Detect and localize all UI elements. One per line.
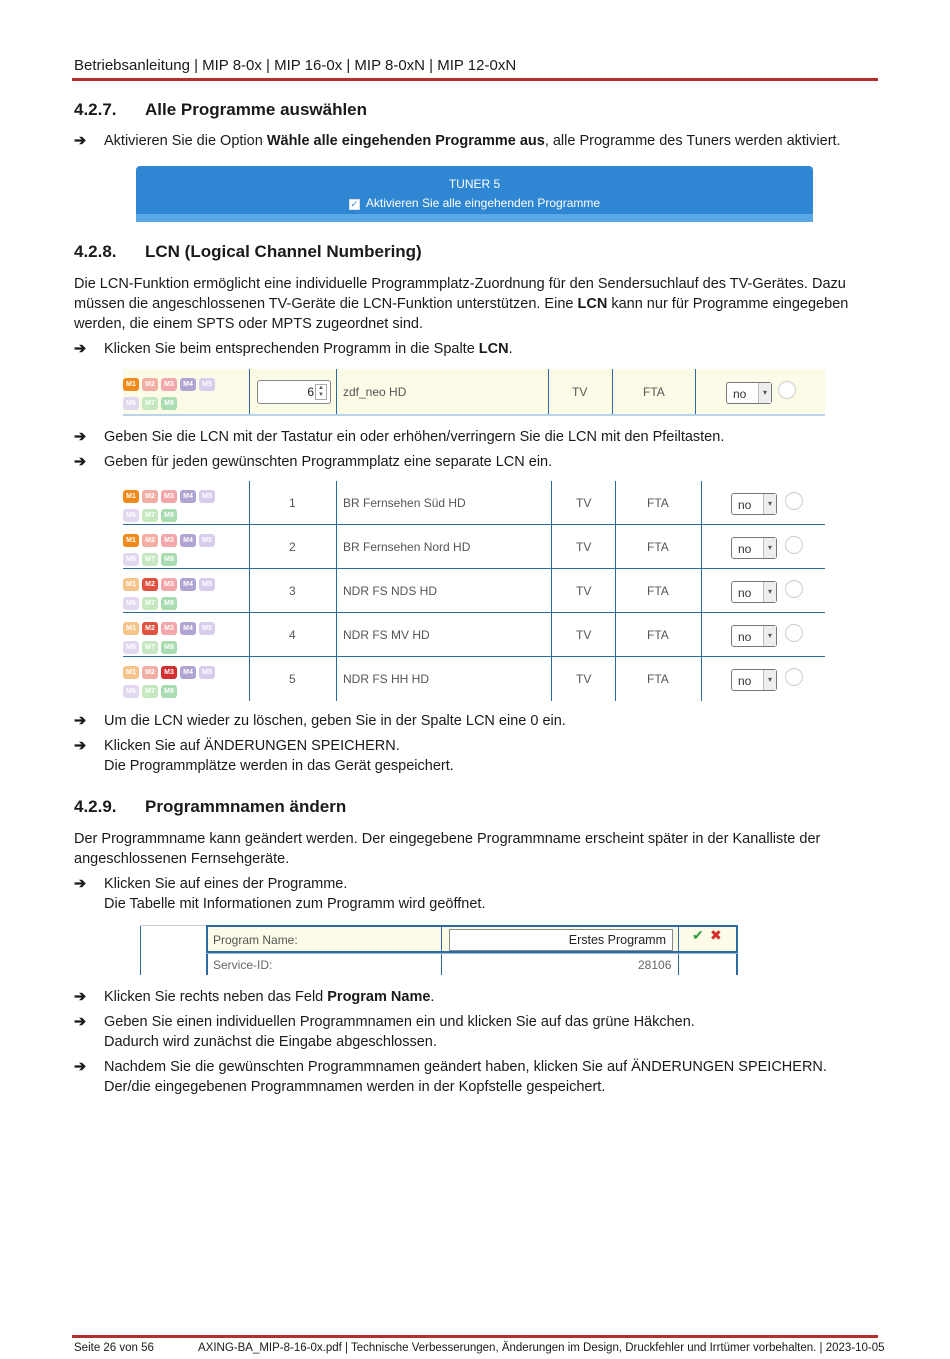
bullet-enter-lcn: ➔ Geben Sie die LCN mit der Tastatur ein oder erhöhen/verringern Sie die LCN mit den Pfeiltasten. (74, 429, 725, 445)
mux-badges (123, 663, 218, 701)
mux-badge-m8[interactable]: M8 (161, 641, 177, 654)
mux-badge-m4[interactable]: M4 (180, 578, 196, 591)
service-id-value: 28106 (638, 958, 672, 972)
row-radio[interactable] (785, 580, 803, 598)
mux-badge-m3[interactable]: M3 (161, 622, 177, 635)
mux-badge-m4[interactable]: M4 (180, 490, 196, 503)
mux-badge-m2[interactable]: M2 (142, 378, 158, 391)
mux-badge-m8[interactable]: M8 (161, 597, 177, 610)
mux-badge-m1[interactable]: M1 (123, 622, 139, 635)
tuner-panel (136, 166, 813, 222)
arrow-icon: ➔ (74, 876, 87, 892)
bullet-select-all: ➔ Aktivieren Sie die Option Wähle alle eingehenden Programme aus, alle Programme des Tuners werden aktiviert. (74, 133, 841, 149)
mux-badge-m3[interactable]: M3 (161, 534, 177, 547)
arrow-icon: ➔ (74, 1059, 87, 1075)
row-radio[interactable] (785, 624, 803, 642)
mux-badge-m8[interactable]: M8 (161, 553, 177, 566)
mux-badge-m2[interactable]: M2 (142, 534, 158, 547)
bullet-separate-lcn: ➔ Geben für jeden gewünschten Programmplatz eine separate LCN ein. (74, 454, 553, 470)
program-encryption: FTA (647, 583, 669, 598)
mux-badge-m2[interactable]: M2 (142, 490, 158, 503)
mux-badge-m8[interactable]: M8 (161, 685, 177, 698)
program-row[interactable] (123, 613, 825, 657)
bullet-enter-name: ➔ Geben Sie einen individuellen Programmnamen ein und klicken Sie auf das grüne Häkchen. Dadurch wird zunächst die Eingabe abgeschlossen. (74, 1014, 695, 1050)
bullet-delete-lcn: ➔ Um die LCN wieder zu löschen, geben Sie in der Spalte LCN eine 0 ein. (74, 713, 566, 729)
mux-badge-m5[interactable]: M5 (199, 578, 215, 591)
arrow-icon: ➔ (74, 341, 87, 357)
checkbox-checked-icon[interactable]: ✓ (350, 199, 359, 209)
program-name: zdf_neo HD (343, 384, 407, 399)
mux-badge-m3[interactable]: M3 (161, 490, 177, 503)
mux-badge-m2[interactable]: M2 (142, 578, 158, 591)
confirm-check-icon[interactable]: ✔ (692, 927, 704, 943)
mux-badges (123, 487, 218, 525)
program-name: BR Fernsehen Süd HD (343, 495, 466, 510)
mux-badge-m6[interactable]: M6 (123, 397, 139, 410)
mux-badge-m6[interactable]: M6 (123, 641, 139, 654)
program-encryption: FTA (647, 627, 669, 642)
program-row[interactable] (123, 481, 825, 525)
mux-badge-m4[interactable]: M4 (180, 534, 196, 547)
section-heading-4-2-9: 4.2.9. Programmnamen ändern (74, 797, 347, 816)
chevron-down-icon[interactable]: ▾ (763, 626, 776, 646)
chevron-down-icon: ▾ (758, 383, 771, 403)
mux-badge-m7[interactable]: M7 (142, 597, 158, 610)
mux-badge-m3[interactable]: M3 (161, 578, 177, 591)
mux-badge-m7[interactable]: M7 (142, 397, 158, 410)
mux-badges (123, 619, 218, 657)
arrow-icon: ➔ (74, 713, 87, 729)
mux-badge-m5[interactable]: M5 (199, 534, 215, 547)
option-select[interactable]: no ▾ (731, 581, 777, 603)
program-encryption: FTA (647, 495, 669, 510)
mux-badge-m8[interactable]: M8 (161, 509, 177, 522)
program-encryption: FTA (647, 672, 669, 686)
rename-intro-paragraph: Der Programmname kann geändert werden. Der eingegebene Programmname erscheint später in der Kanalliste der angeschlossenen Fernsehgeräte. (74, 831, 821, 867)
program-type: TV (572, 384, 588, 399)
tuner-title: TUNER 5 (448, 177, 501, 191)
row-radio[interactable] (778, 381, 796, 399)
document-header: Betriebsanleitung | MIP 8-0x | MIP 16-0x | MIP 8-0xN | MIP 12-0xN (74, 57, 517, 74)
mux-badge-m6[interactable]: M6 (123, 553, 139, 566)
section-heading-4-2-8: 4.2.8. LCN (Logical Channel Numbering) (74, 242, 422, 261)
mux-badge-m4[interactable]: M4 (180, 378, 196, 391)
cancel-cross-icon[interactable]: ✖ (710, 927, 722, 943)
mux-badge-m6[interactable]: M6 (123, 509, 139, 522)
arrow-icon: ➔ (74, 429, 87, 445)
option-select[interactable]: no ▾ (731, 669, 777, 691)
mux-badge-m7[interactable]: M7 (142, 685, 158, 698)
row-radio[interactable] (785, 668, 803, 686)
mux-badges (123, 375, 218, 413)
footer-rule (72, 1335, 878, 1338)
section-heading-4-2-7: 4.2.7. Alle Programme auswählen (74, 100, 368, 119)
mux-badge-m1[interactable]: M1 (123, 534, 139, 547)
program-row[interactable] (123, 525, 825, 569)
mux-badge-m5[interactable]: M5 (199, 666, 215, 679)
mux-badge-m1[interactable]: M1 (123, 666, 139, 679)
mux-badge-m5[interactable]: M5 (199, 378, 215, 391)
mux-badge-m5[interactable]: M5 (199, 490, 215, 503)
mux-badge-m7[interactable]: M7 (142, 641, 158, 654)
lcn-value: 4 (289, 627, 296, 642)
program-encryption: FTA (643, 384, 665, 399)
mux-badge-m7[interactable]: M7 (142, 553, 158, 566)
mux-badge-m6[interactable]: M6 (123, 685, 139, 698)
lcn-input[interactable]: 6 ▲ ▼ (257, 380, 331, 404)
mux-badge-m7[interactable]: M7 (142, 509, 158, 522)
mux-badge-m6[interactable]: M6 (123, 597, 139, 610)
footer-text: AXING-BA_MIP-8-16-0x.pdf | Technische Verbesserungen, Änderungen im Design, Druckfehler und Irrtümer vorbehalten. | 2023-10-05 (198, 1342, 885, 1354)
mux-badge-m5[interactable]: M5 (199, 622, 215, 635)
option-select[interactable]: no ▾ (731, 625, 777, 647)
program-name: NDR FS HH HD (343, 672, 429, 686)
lcn-value: 1 (289, 495, 296, 510)
program-name: NDR FS NDS HD (343, 583, 438, 598)
lcn-value: 3 (289, 583, 296, 598)
program-type: TV (576, 583, 592, 598)
mux-badge-m3[interactable]: M3 (161, 666, 177, 679)
chevron-down-icon[interactable]: ▾ (763, 538, 776, 558)
chevron-down-icon[interactable]: ▾ (763, 494, 776, 514)
mux-badges (123, 531, 218, 569)
program-name: BR Fernsehen Nord HD (343, 539, 471, 554)
checkbox-label: Aktivieren Sie alle eingehenden Programme (365, 196, 601, 210)
program-row[interactable] (123, 657, 825, 701)
arrow-icon: ➔ (74, 1014, 87, 1030)
program-info-table (140, 925, 738, 975)
row-radio[interactable] (785, 536, 803, 554)
mux-badge-m1[interactable]: M1 (123, 378, 139, 391)
program-type: TV (576, 672, 592, 686)
option-select[interactable]: no ▾ (731, 537, 777, 559)
program-name-label: Program Name: (213, 933, 298, 947)
lcn-intro-paragraph: Die LCN-Funktion ermöglicht eine individuelle Programmplatz-Zuordnung für den Sendersuchlauf des TV-Gerätes. Dazu müssen die angeschlossenen TV-Geräte die LCN-Funktion unterstützen. Eine LCN kann nur für Programme eingegeben werden, die einem SPTS oder MPTS zugeordnet sind. (74, 276, 849, 332)
program-type: TV (576, 495, 592, 510)
mux-badge-m2[interactable]: M2 (142, 622, 158, 635)
lcn-value: 2 (289, 539, 296, 554)
program-name: NDR FS MV HD (343, 627, 430, 642)
bullet-click-program-name: ➔ Klicken Sie rechts neben das Feld Program Name. (74, 989, 435, 1005)
option-select[interactable]: no ▾ (731, 493, 777, 515)
row-radio[interactable] (785, 492, 803, 510)
lcn-value: 5 (289, 672, 296, 686)
mux-badge-m3[interactable]: M3 (161, 378, 177, 391)
header-rule (72, 78, 878, 81)
program-encryption: FTA (647, 539, 669, 554)
program-row-zdf-neo[interactable] (123, 369, 825, 416)
program-type: TV (576, 627, 592, 642)
bullet-click-program: ➔ Klicken Sie auf eines der Programme. Die Tabelle mit Informationen zum Programm wird geöffnet. (74, 876, 486, 912)
arrow-icon: ➔ (74, 738, 87, 754)
mux-badges (123, 575, 218, 613)
chevron-down-icon[interactable]: ▾ (763, 582, 776, 602)
lcn-program-table (123, 481, 825, 700)
lcn-spinner-icon[interactable]: ▲ ▼ (315, 384, 327, 400)
program-row[interactable] (123, 569, 825, 613)
chevron-down-icon[interactable]: ▾ (763, 670, 776, 690)
footer-page: Seite 26 von 56 (74, 1342, 154, 1354)
program-type: TV (576, 539, 592, 554)
mux-badge-m8[interactable]: M8 (161, 397, 177, 410)
mux-badge-m1[interactable]: M1 (123, 490, 139, 503)
mux-badge-m4[interactable]: M4 (180, 666, 196, 679)
arrow-icon: ➔ (74, 133, 87, 149)
mux-badge-m4[interactable]: M4 (180, 622, 196, 635)
bullet-save-names: ➔ Nachdem Sie die gewünschten Programmnamen geändert haben, klicken Sie auf ÄNDERUNGEN SPEICHERN. Der/die eingegebenen Programmnamen werden in der Kopfstelle gespeichert. (74, 1059, 827, 1095)
option-select[interactable]: no ▾ (726, 382, 772, 404)
mux-badge-m2[interactable]: M2 (142, 666, 158, 679)
tuner-panel-strip (136, 214, 813, 222)
bullet-save-changes: ➔ Klicken Sie auf ÄNDERUNGEN SPEICHERN. Die Programmplätze werden in das Gerät gespeichert. (74, 738, 454, 774)
arrow-icon: ➔ (74, 989, 87, 1005)
mux-badge-m1[interactable]: M1 (123, 578, 139, 591)
service-id-label: Service-ID: (213, 958, 273, 972)
program-name-input[interactable]: Erstes Programm (449, 929, 673, 951)
select-all-checkbox-row[interactable] (136, 196, 813, 210)
arrow-icon: ➔ (74, 454, 87, 470)
bullet-click-lcn: ➔ Klicken Sie beim entsprechenden Programm in die Spalte LCN. (74, 341, 513, 357)
